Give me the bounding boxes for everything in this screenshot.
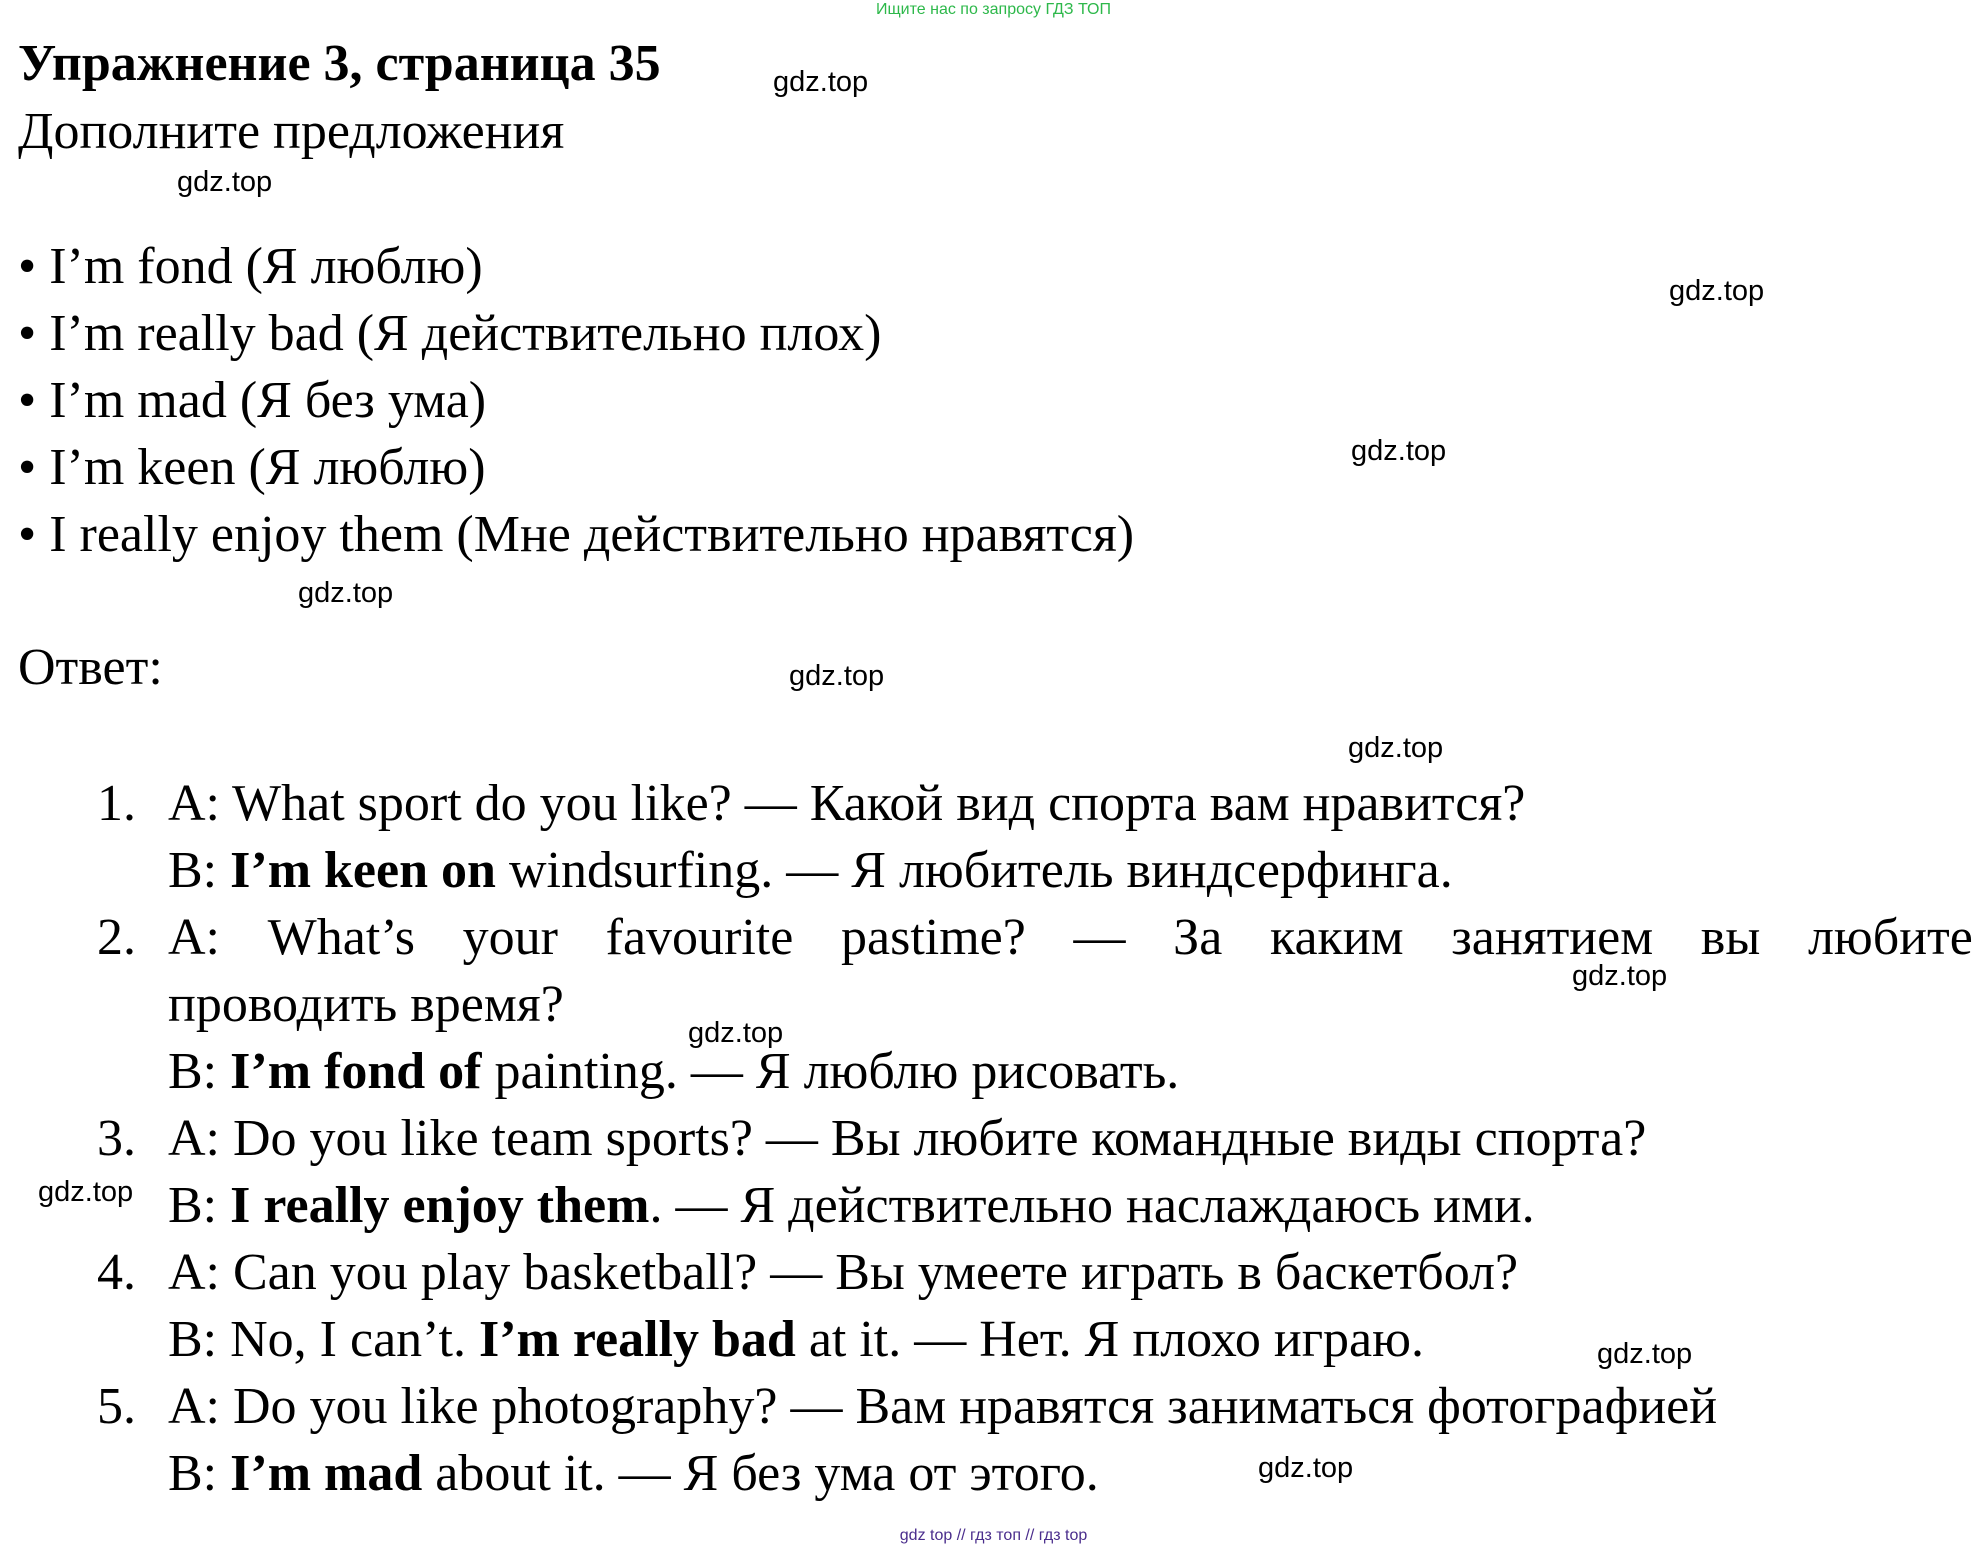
question-line: A: Do you like photography? — Вам нравятся заниматься фотографией [168,1378,1718,1435]
bullet-item: • I’m fond (Я люблю) [18,238,483,295]
watermark: gdz.top [1572,960,1668,992]
watermark: gdz.top [1669,275,1765,307]
word: pastime? [841,909,1026,966]
top-banner: Ищите нас по запросу ГДЗ ТОП [876,1,1111,18]
reply-prefix: B: [168,842,231,899]
reply-line [168,1306,1424,1373]
reply-text: . — Я действительно наслаждаюсь ими. [649,1177,1535,1234]
word: favourite [605,909,794,966]
word: вы [1700,909,1761,966]
question-line: A: What sport do you like? — Какой вид спорта вам нравится? [168,775,1526,832]
watermark: gdz.top [298,577,394,609]
reply-line [168,1172,1535,1239]
reply-line [168,1038,1179,1105]
answer-item [0,770,1987,837]
question-line: A: Can you play basketball? — Вы умеете играть в баскетбол? [168,1244,1519,1301]
word: любите [1807,909,1973,966]
watermark: gdz.top [1258,1452,1354,1484]
reply-line [168,1440,1099,1507]
question-line [168,904,1973,971]
word: What’s [267,909,415,966]
reply-prefix: B: No, I can’t. [168,1311,479,1368]
watermark: gdz.top [1597,1338,1693,1370]
word: каким [1269,909,1404,966]
watermark: gdz.top [1348,732,1444,764]
answer-number: 2. [97,909,136,966]
watermark: gdz.top [688,1017,784,1049]
word: занятием [1451,909,1654,966]
question-continuation: проводить время? [168,976,564,1033]
answer-number: 5. [97,1378,136,1435]
reply-text: painting. — Я люблю рисовать. [481,1043,1180,1100]
reply-text: windsurfing. — Я любитель виндсерфинга. [495,842,1453,899]
reply-prefix: B: [168,1445,231,1502]
watermark: gdz.top [1351,435,1447,467]
word: За [1173,909,1223,966]
key-phrase: I’m fond of [230,1043,482,1100]
answer-number: 1. [97,775,136,832]
answer-item [0,1373,1987,1440]
key-phrase: I’m mad [230,1445,423,1502]
word: your [462,909,558,966]
key-phrase: I really enjoy them [230,1177,650,1234]
reply-prefix: B: [168,1043,231,1100]
watermark: gdz.top [773,66,869,98]
watermark: gdz.top [38,1176,134,1208]
exercise-instruction: Дополните предложения [18,103,565,160]
answer-item [0,1239,1987,1306]
bullet-item: • I’m mad (Я без ума) [18,372,487,429]
reply-prefix: B: [168,1177,231,1234]
question-line: A: Do you like team sports? — Вы любите командные виды спорта? [168,1110,1647,1167]
bullet-item: • I’m keen (Я люблю) [18,439,486,496]
reply-text: at it. — Нет. Я плохо играю. [795,1311,1424,1368]
key-phrase: I’m really bad [478,1311,796,1368]
footer-links: gdz top // гдз топ // гдз top [899,1527,1088,1544]
answer-number: 3. [97,1110,136,1167]
watermark: gdz.top [177,166,273,198]
bullet-list [18,233,1134,568]
bullet-item: • I really enjoy them (Мне действительно нравятся) [18,506,1135,563]
exercise-title: Упражнение 3, страница 35 [18,35,661,92]
word: A: [168,909,220,966]
bullet-item: • I’m really bad (Я действительно плох) [18,305,882,362]
answer-item [0,1105,1987,1172]
reply-text: about it. — Я без ума от этого. [422,1445,1099,1502]
word: — [1073,909,1126,966]
key-phrase: I’m keen on [230,842,496,899]
answer-number: 4. [97,1244,136,1301]
answer-label: Ответ: [18,639,163,696]
watermark: gdz.top [789,660,885,692]
reply-line [168,837,1453,904]
